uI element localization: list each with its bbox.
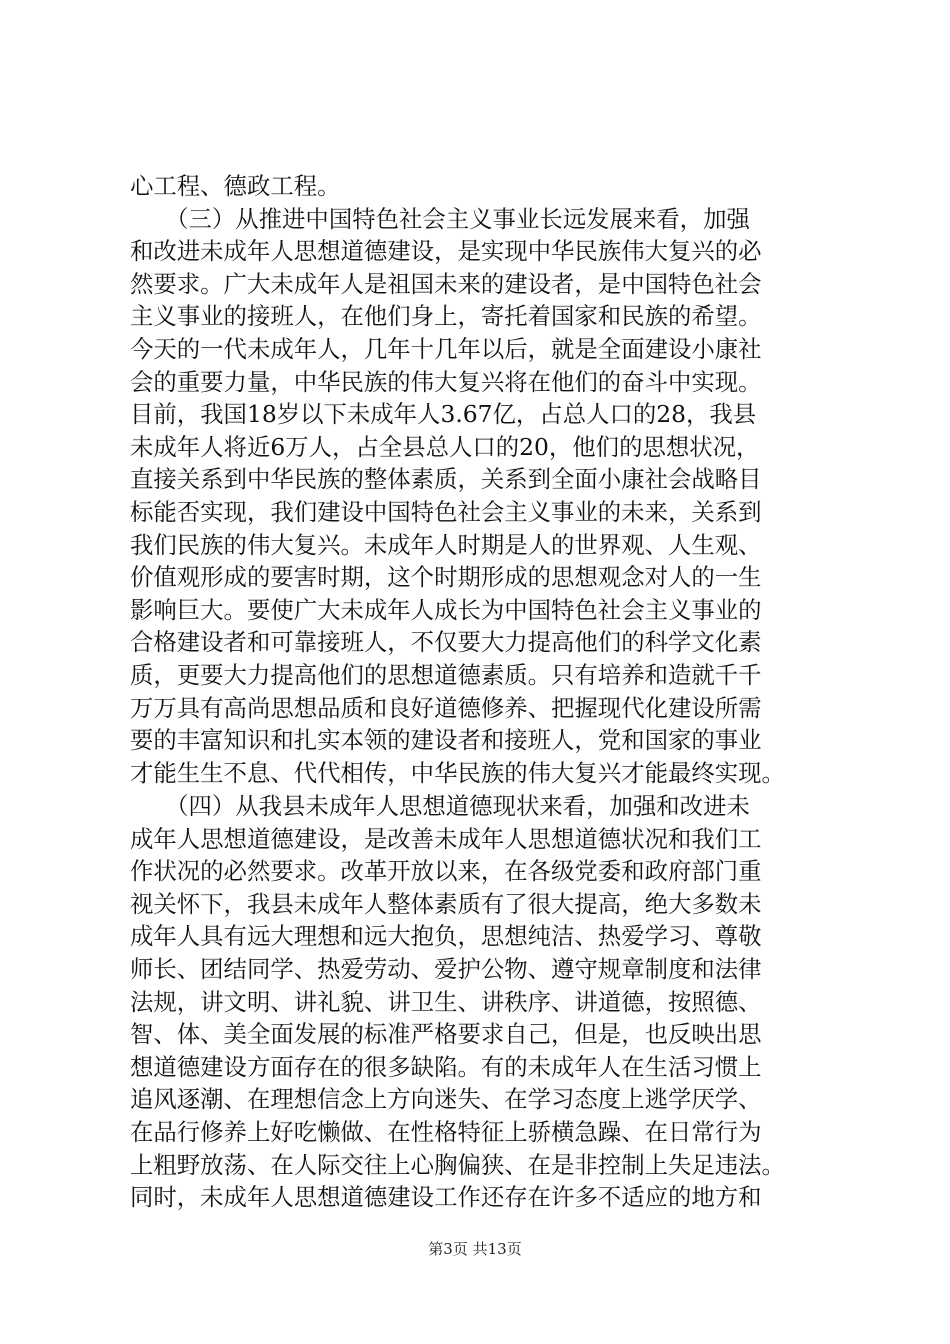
text-line: 法规，讲文明、讲礼貌、讲卫生、讲秩序、讲道德，按照德、 <box>130 987 762 1016</box>
text-line: 师长、团结同学、热爱劳动、爱护公物、遵守规章制度和法律 <box>130 954 762 983</box>
text-line: 然要求。广大未成年人是祖国未来的建设者，是中国特色社会 <box>130 269 762 298</box>
text-line: 视关怀下，我县未成年人整体素质有了很大提高，绝大多数未 <box>130 889 762 918</box>
text-line: 价值观形成的要害时期，这个时期形成的思想观念对人的一生 <box>130 563 762 592</box>
text-line: 作状况的必然要求。改革开放以来，在各级党委和政府部门重 <box>130 857 762 886</box>
text-line: 标能否实现，我们建设中国特色社会主义事业的未来，关系到 <box>130 497 762 526</box>
text-line: 成年人具有远大理想和远大抱负，思想纯洁、热爱学习、尊敬 <box>130 922 762 951</box>
text-line: 要的丰富知识和扎实本领的建设者和接班人，党和国家的事业 <box>130 726 762 755</box>
body-text-section-3 <box>130 170 830 789</box>
text-line: 才能生生不息、代代相传，中华民族的伟大复兴才能最终实现。 <box>130 758 785 787</box>
text-line: 上粗野放荡、在人际交往上心胸偏狭、在是非控制上失足违法。 <box>130 1150 785 1179</box>
text-line: 和改进未成年人思想道德建设，是实现中华民族伟大复兴的必 <box>130 237 762 266</box>
text-line: 会的重要力量，中华民族的伟大复兴将在他们的奋斗中实现。 <box>130 367 762 396</box>
text-line: 质，更要大力提高他们的思想道德素质。只有培养和造就千千 <box>130 660 762 689</box>
text-line: 想道德建设方面存在的很多缺陷。有的未成年人在生活习惯上 <box>130 1052 762 1081</box>
text-line: 我们民族的伟大复兴。未成年人时期是人的世界观、人生观、 <box>130 530 762 559</box>
text-line: 合格建设者和可靠接班人，不仅要大力提高他们的科学文化素 <box>130 628 762 657</box>
page-number-footer: 第3页 共13页 <box>428 1240 522 1258</box>
text-line: 同时，未成年人思想道德建设工作还存在许多不适应的地方和 <box>130 1183 762 1212</box>
text-line: 主义事业的接班人，在他们身上，寄托着国家和民族的希望。 <box>130 302 762 331</box>
text-line: （四）从我县未成年人思想道德现状来看，加强和改进未 <box>130 792 750 820</box>
text-line: 追风逐潮、在理想信念上方向迷失、在学习态度上逃学厌学、 <box>130 1085 762 1114</box>
text-line: 今天的一代未成年人，几年十几年以后，就是全面建设小康社 <box>130 334 762 363</box>
body-text-section-4 <box>130 790 830 1214</box>
text-line: 未成年人将近6万人，占全县总人口的20，他们的思想状况， <box>130 432 760 461</box>
text-line: 目前，我国18岁以下未成年人3.67亿，占总人口的28，我县 <box>130 400 757 429</box>
text-line: 影响巨大。要使广大未成年人成长为中国特色社会主义事业的 <box>130 595 762 624</box>
text-line: 成年人思想道德建设，是改善未成年人思想道德状况和我们工 <box>130 824 762 853</box>
text-line: 心工程、德政工程。 <box>130 172 341 200</box>
text-line: 直接关系到中华民族的整体素质，关系到全面小康社会战略目 <box>130 465 762 494</box>
text-line: 智、体、美全面发展的标准严格要求自己，但是，也反映出思 <box>130 1020 762 1049</box>
text-line: （三）从推进中国特色社会主义事业长远发展来看，加强 <box>130 204 750 233</box>
text-line: 万万具有高尚思想品质和良好道德修养、把握现代化建设所需 <box>130 693 762 722</box>
text-line: 在品行修养上好吃懒做、在性格特征上骄横急躁、在日常行为 <box>130 1117 762 1146</box>
